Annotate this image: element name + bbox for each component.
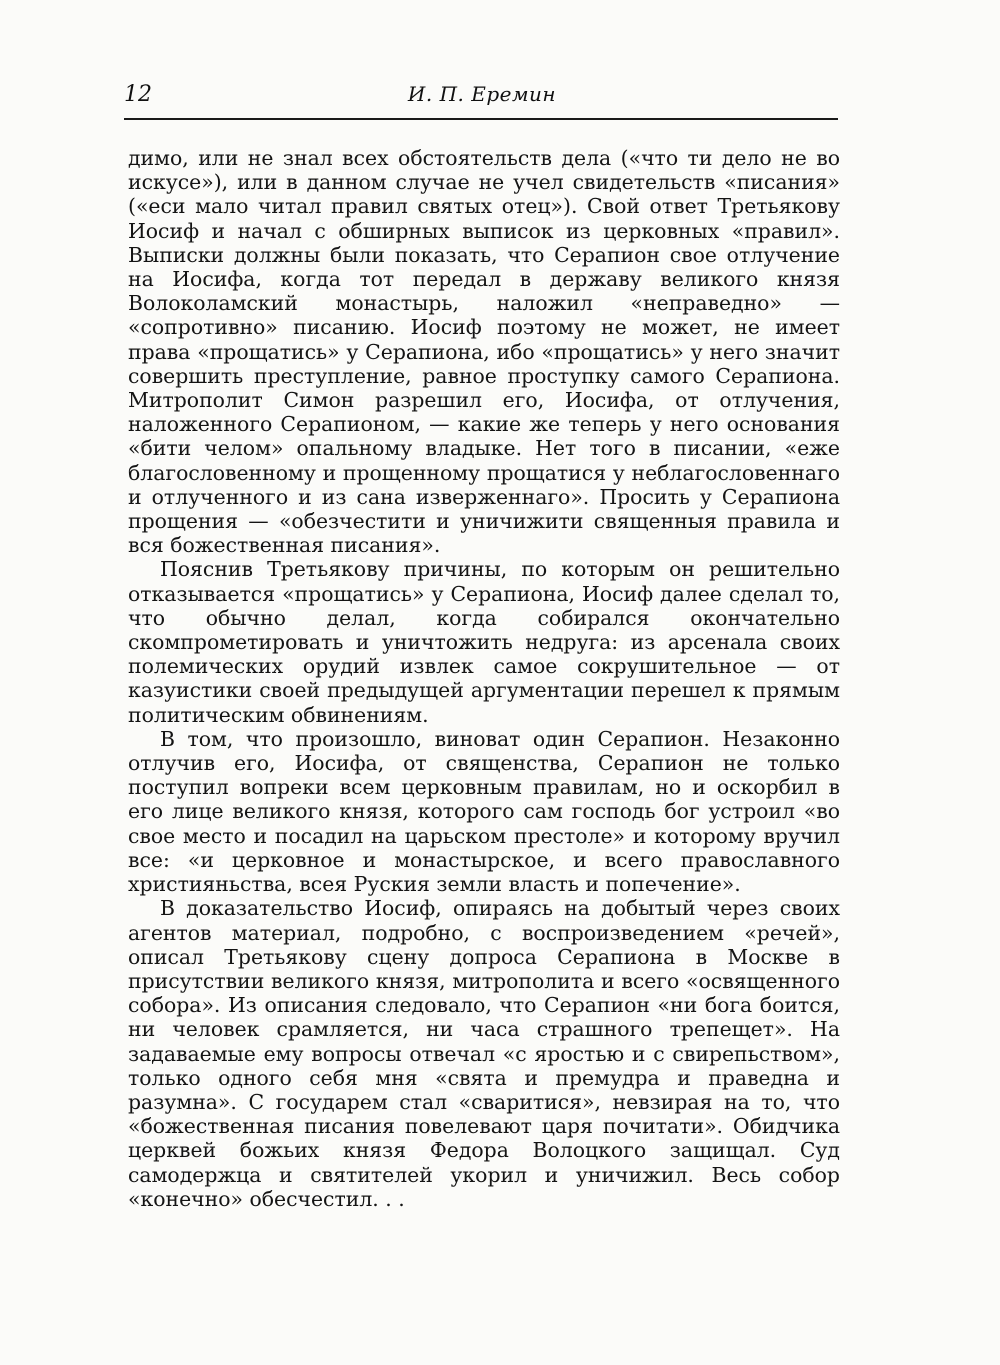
header-rule xyxy=(124,118,838,120)
paragraph: Пояснив Третьякову причины, по которым он решительно отказывается «прощатись» у Серапиона, Иосиф далее сделал то, что обычно делал, когда собирался окончательно скомпрометировать и уничтожить недруга: из арсенала своих полемических орудий извлек самое сокрушительное — от казуистики своей предыдущей аргументации перешел к прямым политическим обвинениям. xyxy=(128,557,840,727)
running-head-author: И. П. Еремин xyxy=(407,82,557,106)
page-header xyxy=(124,82,840,112)
paragraph: В том, что произошло, виноват один Серапион. Незаконно отлучив его, Иосифа, от священства, Серапион не только поступил вопреки всем церковным правилам, но и оскорбил в его лице великого князя, которого сам господь бог устроил «во свое место и посадил на царьском престоле» и которому вручил все: «и церковное и монастырское, и всего православного християньства, всея Руския земли власть и попечение». xyxy=(128,726,840,897)
paragraph: димо, или не знал всех обстоятельств дела («что ти дело не во искусе»), или в данном случае не учел свидетельств «писания» («еси мало читал правил святых отец»). Свой ответ Третьякову Иосиф и начал с обширных выписок из церковных «правил». Выписки должны были показать, что Серапион свое отлучение на Иосифа, когда тот передал в державу великого князя Волоколамский монастырь, наложил «неправедно» — «сопротивно» писанию. Иосиф поэтому не может, не имеет права «прощатись» у Серапиона, ибо «прощатись» у него значит совершить преступление, равное проступку самого Серапиона. Митрополит Симон разрешил его, Иосифа, от отлучения, наложенного Серапионом, — какие же теперь у него основания «бити челом» опальному владыке. Нет того в писании, «еже благословенному и прощенному прощатися у неблагословеннаго и отлученного и из сана изверженнаго». Просить у Серапиона прощения — «обезчестити и уничижити священныя правила и вся божественная писания». xyxy=(128,146,840,558)
body-text xyxy=(128,146,840,1211)
paragraph: В доказательство Иосиф, опираясь на добытый через своих агентов материал, подробно, с воспроизведением «речей», описал Третьякову сцену допроса Серапиона в Москве в присутствии великого князя, митрополита и всего «освященного собора». Из описания следовало, что Серапион «ни бога боится, ни человек срамляется, ни часа страшного трепещет». На задаваемые ему вопросы отвечал «с яростью и с свирепьством», только одного себя мня «свята и премудра и праведна и разумна». С государем стал «сваритися», невзирая на то, что «божественная писания повелевают царя почитати». Обидчика церквей божьих князя Федора Волоцкого защищал. Суд самодержца и святителей укорил и уничижил. Весь собор «конечно» обесчестил. . . xyxy=(128,896,840,1211)
page-number: 12 xyxy=(124,82,152,107)
